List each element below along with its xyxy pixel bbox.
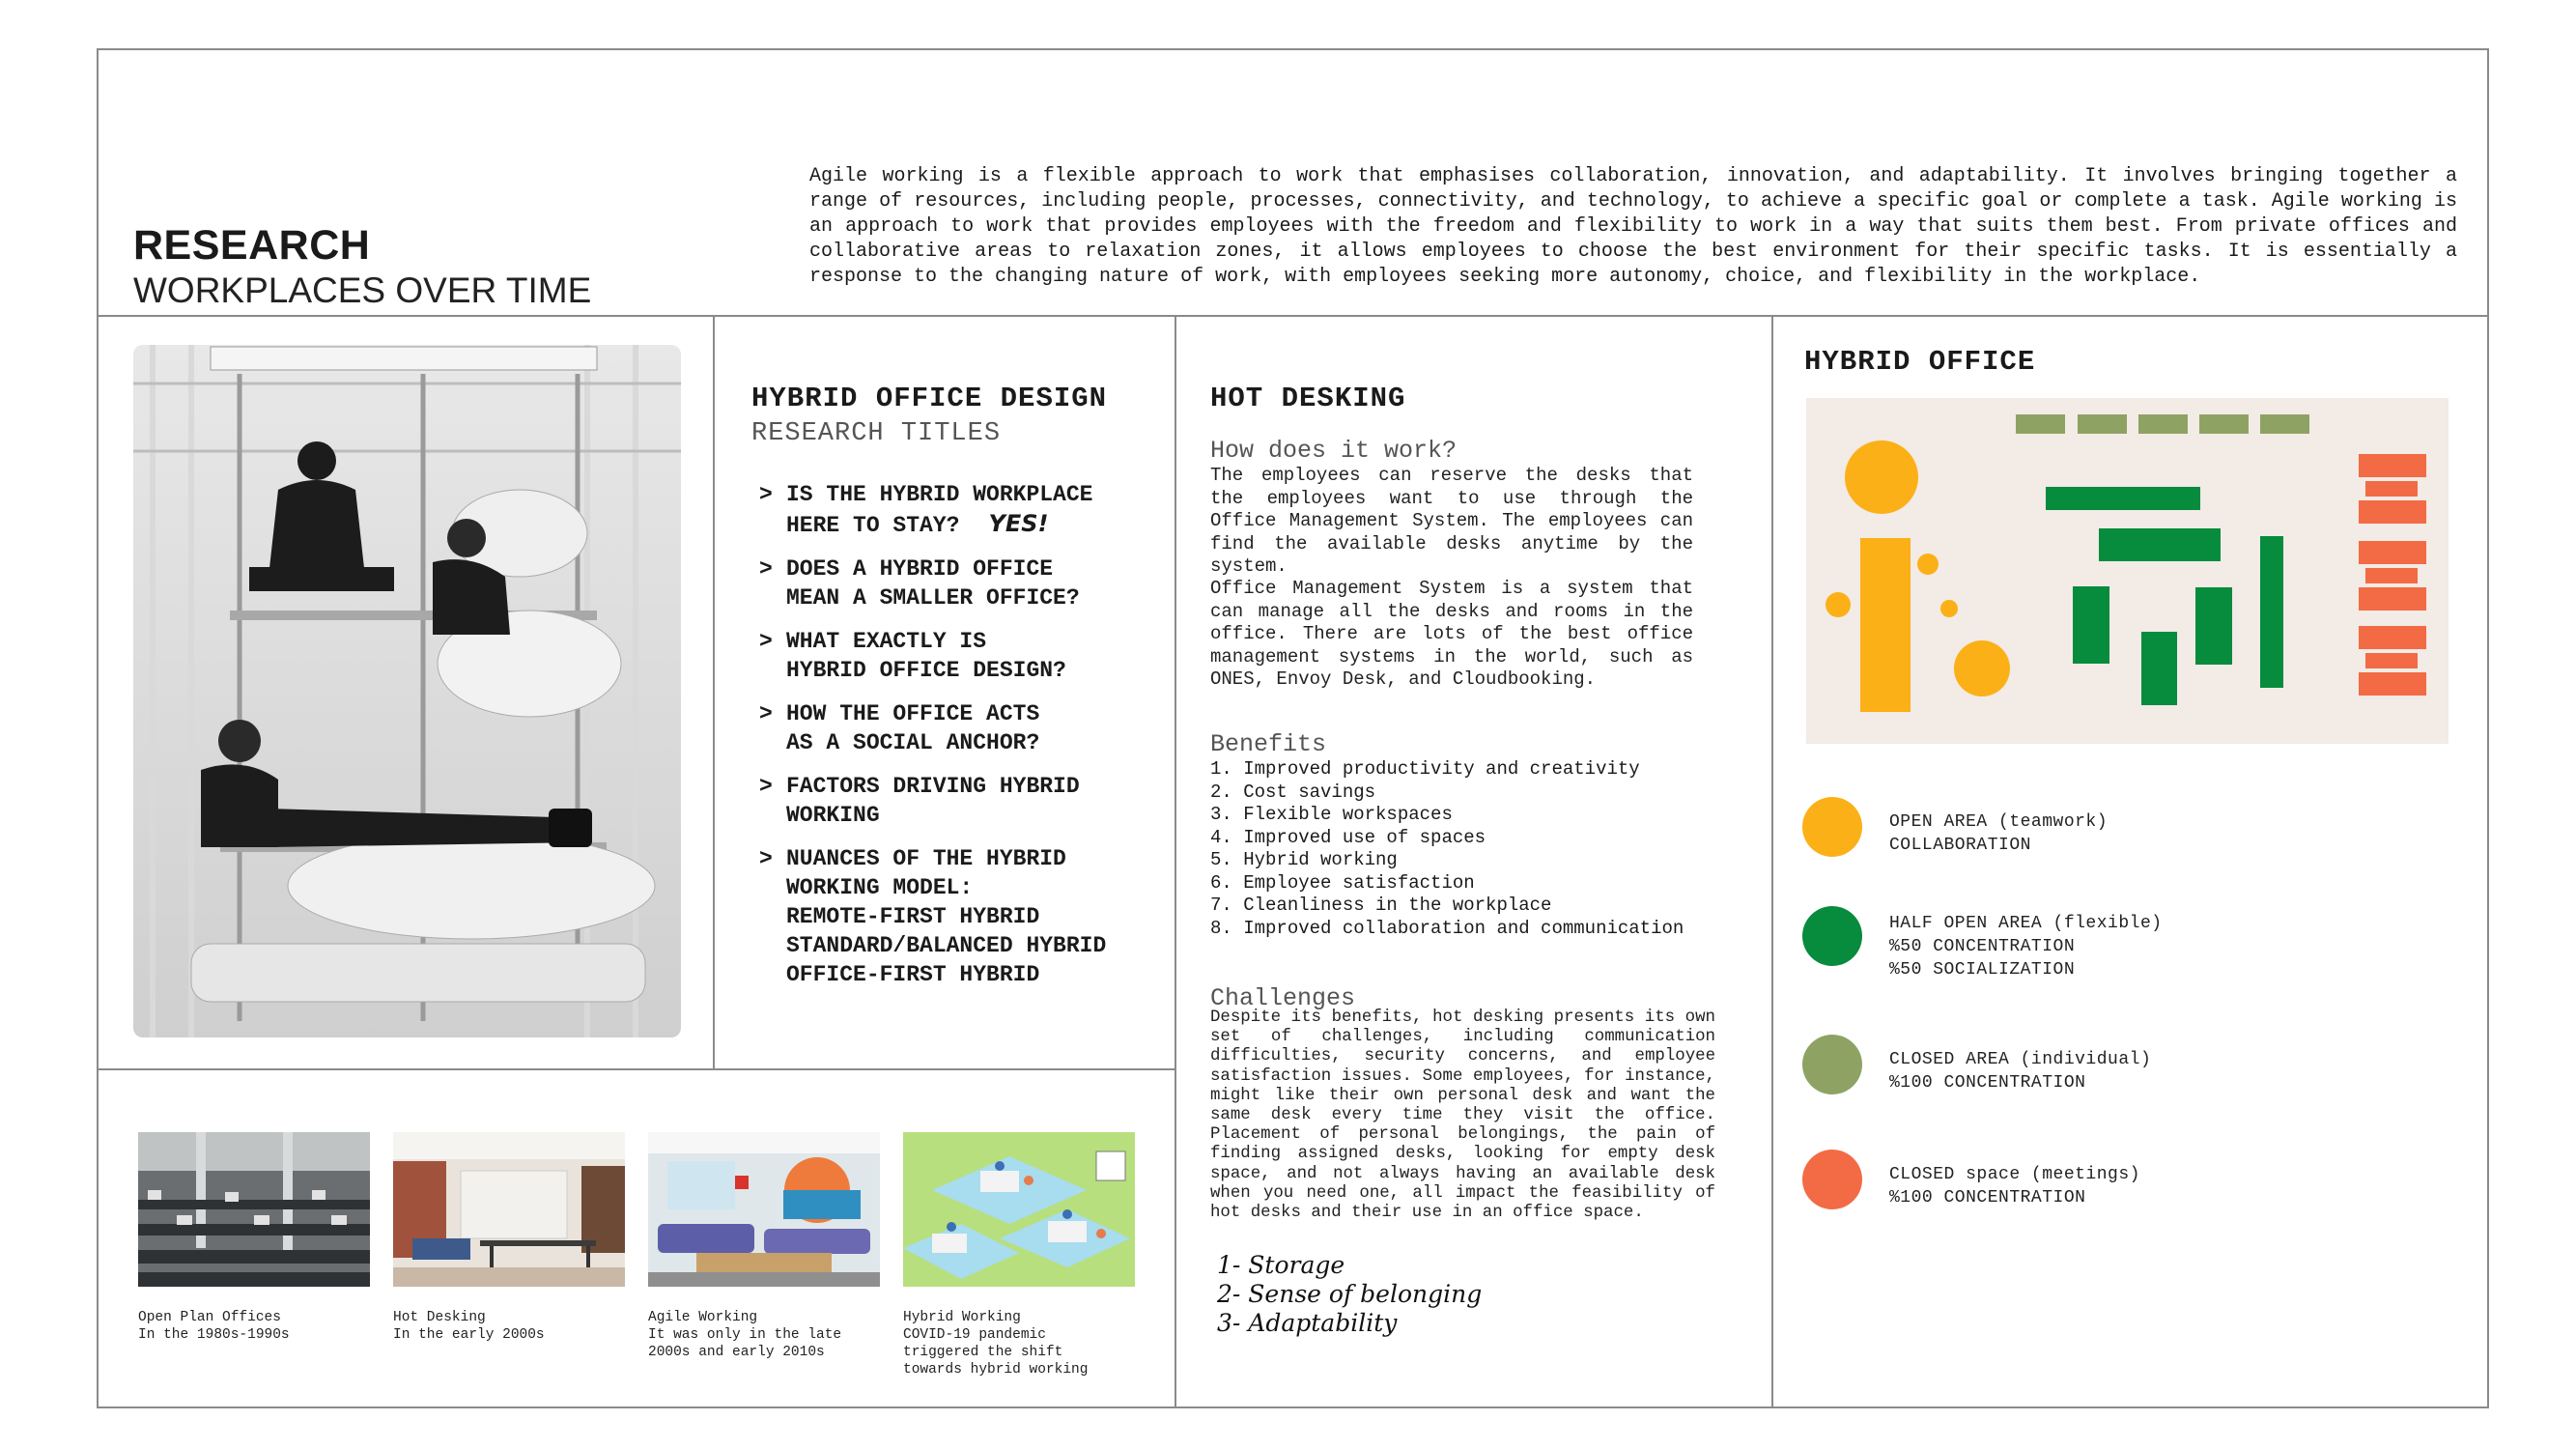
research-question (759, 772, 1165, 830)
research-question-line: HYBRID OFFICE DESIGN? (786, 658, 1066, 683)
left-bottom-divider (97, 1068, 1176, 1070)
how-it-works-text-1: The employees can reserve the desks that the employees want to use through the Office Management System. The employees can find the available desks anytime by the system. (1210, 465, 1693, 577)
hot-desking-title: HOT DESKING (1210, 383, 1406, 414)
legend-color-dot (1802, 906, 1862, 966)
timeline-detail: It was only in the late 2000s and early 2010s (648, 1327, 842, 1360)
benefit-item: 1. Improved productivity and creativity (1210, 758, 1640, 780)
handwritten-notes (1217, 1251, 1482, 1338)
chevron-right-icon: > (759, 482, 773, 507)
research-question-line: NUANCES OF THE HYBRID (786, 846, 1066, 871)
hybrid-working-image (903, 1132, 1135, 1287)
challenges-heading: Challenges (1210, 984, 1356, 1012)
research-question-line: OFFICE-FIRST HYBRID (786, 962, 1040, 987)
benefit-item: 8. Improved collaboration and communication (1210, 917, 1684, 939)
closed-area-desks (2016, 414, 2309, 434)
timeline-label: Open Plan Offices (138, 1310, 281, 1325)
handwritten-note: 1- Storage (1217, 1251, 1345, 1279)
workspace-photo (133, 345, 681, 1037)
timeline-label: Agile Working (648, 1310, 758, 1325)
timeline-label: Hot Desking (393, 1310, 486, 1325)
research-question-line: FACTORS DRIVING HYBRID (786, 774, 1080, 799)
legend-label (1889, 1163, 2140, 1209)
research-question-line: AS A SOCIAL ANCHOR? (786, 730, 1040, 755)
legend-line: %100 CONCENTRATION (1889, 1188, 2086, 1208)
column-divider-3 (1771, 315, 1773, 1408)
chevron-right-icon: > (759, 556, 773, 582)
legend-color-dot (1802, 797, 1862, 857)
research-question-line: MEAN A SMALLER OFFICE? (786, 585, 1080, 611)
legend-line: %50 CONCENTRATION (1889, 937, 2076, 956)
research-question-line: WORKING MODEL: (786, 875, 974, 900)
hybrid-office-title: HYBRID OFFICE (1804, 346, 2036, 378)
legend-line: CLOSED space (meetings) (1889, 1165, 2140, 1184)
timeline-caption (648, 1309, 870, 1361)
benefit-item: 2. Cost savings (1210, 781, 1376, 803)
agile-working-image (648, 1132, 880, 1287)
chevron-right-icon: > (759, 846, 773, 871)
chevron-right-icon: > (759, 774, 773, 799)
research-question-line: DOES A HYBRID OFFICE (786, 556, 1054, 582)
legend-line: OPEN AREA (teamwork) (1889, 812, 2109, 832)
hot-desking-image (393, 1132, 625, 1287)
benefit-item: 3. Flexible workspaces (1210, 804, 1453, 825)
research-questions-list (759, 480, 1165, 1004)
answer-yes: YES! (988, 510, 1049, 537)
research-question-line: HERE TO STAY? YES! (786, 510, 1049, 538)
timeline-caption (393, 1309, 615, 1344)
column-divider-2 (1175, 315, 1176, 1408)
benefits-heading: Benefits (1210, 730, 1327, 758)
benefit-item: 5. Hybrid working (1210, 849, 1398, 870)
benefit-item: 7. Cleanliness in the workplace (1210, 895, 1552, 916)
page-title: RESEARCH (133, 222, 371, 269)
research-question-line: STANDARD/BALANCED HYBRID (786, 933, 1107, 958)
open-area-shapes (1826, 440, 2010, 712)
intro-paragraph: Agile working is a flexible approach to work that emphasises collaboration, innovation, and adaptability. It involves bringing together a range of resources, including people, processes, connectivity, and technology, to achieve a specific goal or complete a task. Agile working is an approach to work that provides employees with the freedom and flexibility to work in a way that suits them best. From private offices and collaborative areas to relaxation zones, it allows employees to choose the best environment for their specific tasks. It is essentially a response to the changing nature of work, with employees seeking more autonomy, choice, and flexibility in the workplace. (809, 165, 2457, 288)
legend-line: HALF OPEN AREA (flexible) (1889, 914, 2163, 933)
legend-color-dot (1802, 1035, 1862, 1094)
research-question-line: WORKING (786, 803, 880, 828)
hybrid-office-floor-plan (1806, 398, 2449, 744)
hybrid-design-title: HYBRID OFFICE DESIGN (751, 383, 1108, 414)
handwritten-note: 3- Adaptability (1217, 1309, 1398, 1337)
research-question (759, 554, 1165, 612)
open-plan-offices-image (138, 1132, 370, 1287)
handwritten-note: 2- Sense of belonging (1217, 1280, 1483, 1308)
research-question-line: IS THE HYBRID WORKPLACE (786, 482, 1093, 507)
benefit-item: 4. Improved use of spaces (1210, 826, 1486, 848)
legend-line: %50 SOCIALIZATION (1889, 960, 2076, 980)
timeline-detail: In the early 2000s (393, 1327, 545, 1343)
header-divider (97, 315, 2489, 317)
benefits-list (1210, 758, 1751, 940)
legend-label (1889, 912, 2163, 981)
research-question-line: REMOTE-FIRST HYBRID (786, 904, 1040, 929)
research-question (759, 627, 1165, 685)
legend-line: COLLABORATION (1889, 836, 2031, 855)
research-question (759, 480, 1165, 540)
legend-line: CLOSED AREA (individual) (1889, 1050, 2152, 1069)
chevron-right-icon: > (759, 701, 773, 726)
hybrid-design-subtitle: RESEARCH TITLES (751, 419, 1002, 448)
legend-label (1889, 810, 2108, 857)
how-it-works-heading: How does it work? (1210, 437, 1458, 465)
research-question (759, 844, 1165, 989)
legend-label (1889, 1048, 2151, 1094)
timeline-label: Hybrid Working (903, 1310, 1021, 1325)
legend-line: %100 CONCENTRATION (1889, 1073, 2086, 1093)
how-it-works-text-2: Office Management System is a system that can manage all the desks and rooms in the office. There are lots of the best office management systems in the world, such as ONES, Envoy Desk, and Cloudbooking. (1210, 578, 1693, 690)
challenges-text: Despite its benefits, hot desking presents its own set of challenges, including communication difficulties, security concerns, and employee satisfaction issues. Some employees, for instance, might like their own personal desk and want the same desk every time they visit the office. Placement of personal belongings, the pain of finding assigned desks, looking for empty desk space, and not always having an available desk when you need one, all impact the feasibility of hot desks and their use in an office space. (1210, 1009, 1715, 1223)
timeline-caption (138, 1309, 360, 1344)
timeline-caption (903, 1309, 1125, 1378)
timeline-detail: In the 1980s-1990s (138, 1327, 290, 1343)
research-question-line: WHAT EXACTLY IS (786, 629, 987, 654)
benefit-item: 6. Employee satisfaction (1210, 871, 1475, 894)
legend-color-dot (1802, 1150, 1862, 1209)
half-open-area-shapes (2046, 487, 2283, 705)
research-question-line: HOW THE OFFICE ACTS (786, 701, 1040, 726)
page-subtitle: WORKPLACES OVER TIME (133, 270, 592, 310)
research-question (759, 699, 1165, 757)
timeline-detail: COVID-19 pandemic triggered the shift towards hybrid working (903, 1327, 1089, 1378)
meeting-room-shapes (2359, 454, 2426, 696)
chevron-right-icon: > (759, 629, 773, 654)
column-divider-1 (713, 315, 715, 1069)
